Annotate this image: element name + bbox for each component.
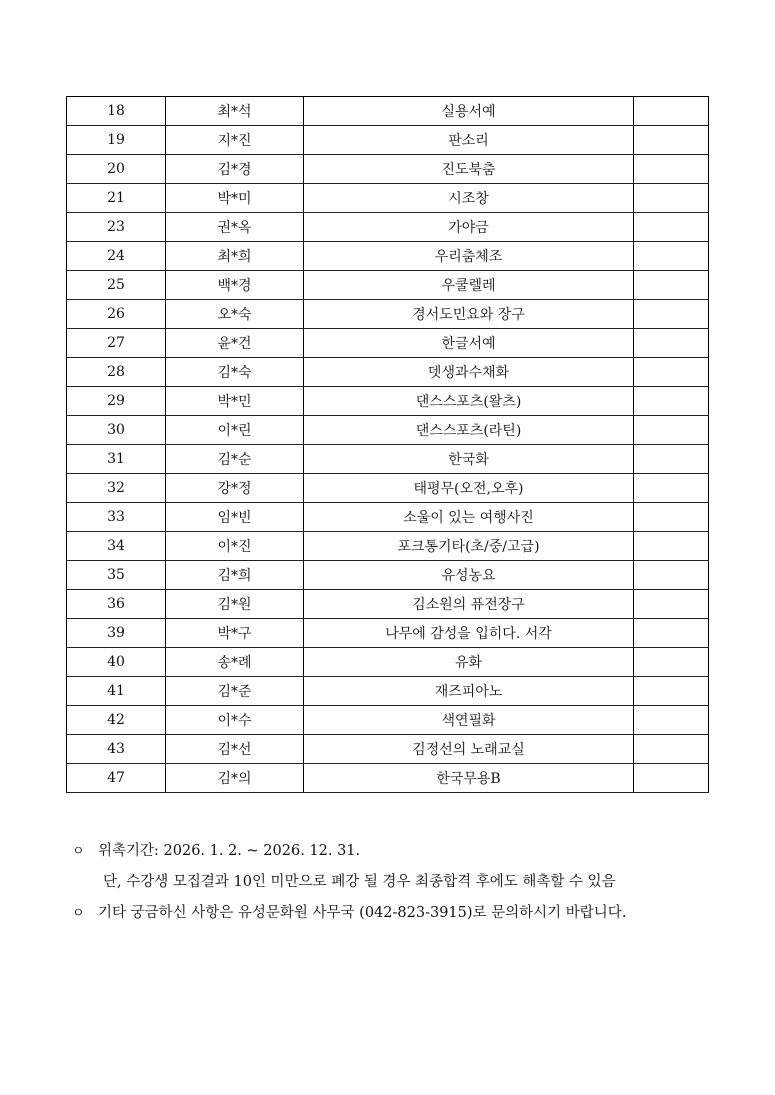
cell-course: 재즈피아노: [304, 677, 634, 706]
cell-note: [634, 213, 709, 242]
cell-name: 김*원: [166, 590, 304, 619]
table-row: [67, 387, 709, 416]
cell-name: 김*경: [166, 155, 304, 184]
table-row: [67, 271, 709, 300]
cell-note: [634, 271, 709, 300]
table-row: [67, 764, 709, 793]
cell-course: 김정선의 노래교실: [304, 735, 634, 764]
cell-course: 판소리: [304, 126, 634, 155]
cell-course: 유성농요: [304, 561, 634, 590]
cell-number: 24: [67, 242, 166, 271]
cell-note: [634, 155, 709, 184]
cell-course: 색연필화: [304, 706, 634, 735]
table-row: [67, 503, 709, 532]
table-row: [67, 97, 709, 126]
cell-number: 42: [67, 706, 166, 735]
table-row: [67, 242, 709, 271]
cell-course: 댄스스포츠(라틴): [304, 416, 634, 445]
cell-name: 박*미: [166, 184, 304, 213]
table-body: [67, 97, 709, 793]
note-cancellation: [72, 867, 722, 898]
cell-name: 이*린: [166, 416, 304, 445]
cell-name: 백*경: [166, 271, 304, 300]
cell-name: 김*의: [166, 764, 304, 793]
cell-note: [634, 358, 709, 387]
cell-note: [634, 416, 709, 445]
cell-name: 강*정: [166, 474, 304, 503]
cell-course: 한국화: [304, 445, 634, 474]
cell-note: [634, 184, 709, 213]
cell-course: 유화: [304, 648, 634, 677]
cell-course: 댄스스포츠(왈츠): [304, 387, 634, 416]
cell-name: 권*옥: [166, 213, 304, 242]
cell-course: 우쿨렐레: [304, 271, 634, 300]
cell-course: 나무에 감성을 입히다. 서각: [304, 619, 634, 648]
cell-note: [634, 590, 709, 619]
cell-number: 30: [67, 416, 166, 445]
table-row: [67, 619, 709, 648]
cell-course: 한국무용B: [304, 764, 634, 793]
cell-course: 실용서예: [304, 97, 634, 126]
table-row: [67, 561, 709, 590]
bullet-icon: ㅇ: [72, 844, 85, 859]
cell-note: [634, 532, 709, 561]
table-row: [67, 735, 709, 764]
table-row: [67, 358, 709, 387]
cell-note: [634, 619, 709, 648]
cell-number: 31: [67, 445, 166, 474]
table-row: [67, 648, 709, 677]
table-row: [67, 706, 709, 735]
notes-section: [72, 836, 722, 929]
cell-number: 27: [67, 329, 166, 358]
cell-number: 33: [67, 503, 166, 532]
cell-name: 김*준: [166, 677, 304, 706]
cell-name: 오*숙: [166, 300, 304, 329]
cell-name: 송*례: [166, 648, 304, 677]
cell-name: 이*수: [166, 706, 304, 735]
cell-number: 29: [67, 387, 166, 416]
cell-name: 임*빈: [166, 503, 304, 532]
note-contact: [72, 898, 722, 929]
cell-number: 25: [67, 271, 166, 300]
cell-name: 박*구: [166, 619, 304, 648]
appointee-table: [66, 96, 709, 793]
cell-number: 18: [67, 97, 166, 126]
cell-note: [634, 387, 709, 416]
table-row: [67, 329, 709, 358]
cell-note: [634, 677, 709, 706]
cell-number: 43: [67, 735, 166, 764]
cell-number: 47: [67, 764, 166, 793]
cell-number: 20: [67, 155, 166, 184]
cell-note: [634, 126, 709, 155]
cell-note: [634, 300, 709, 329]
table-row: [67, 474, 709, 503]
cell-note: [634, 764, 709, 793]
table-row: [67, 590, 709, 619]
cell-number: 26: [67, 300, 166, 329]
cell-note: [634, 706, 709, 735]
note-term-text: 위촉기간: 2026. 1. 2. ~ 2026. 12. 31.: [98, 843, 361, 859]
cell-course: 진도북춤: [304, 155, 634, 184]
cell-name: 이*진: [166, 532, 304, 561]
cell-name: 김*선: [166, 735, 304, 764]
cell-course: 뎃생과수채화: [304, 358, 634, 387]
cell-note: [634, 503, 709, 532]
table-row: [67, 213, 709, 242]
table-row: [67, 677, 709, 706]
cell-note: [634, 445, 709, 474]
cell-number: 39: [67, 619, 166, 648]
table-row: [67, 445, 709, 474]
cell-name: 김*숙: [166, 358, 304, 387]
cell-number: 35: [67, 561, 166, 590]
table-row: [67, 155, 709, 184]
cell-note: [634, 242, 709, 271]
cell-course: 김소원의 퓨전장구: [304, 590, 634, 619]
table-row: [67, 416, 709, 445]
cell-note: [634, 648, 709, 677]
cell-course: 시조창: [304, 184, 634, 213]
cell-note: [634, 329, 709, 358]
cell-number: 41: [67, 677, 166, 706]
cell-course: 우리춤체조: [304, 242, 634, 271]
cell-course: 경서도민요와 장구: [304, 300, 634, 329]
cell-note: [634, 97, 709, 126]
cell-number: 32: [67, 474, 166, 503]
table-row: [67, 126, 709, 155]
cell-course: 한글서예: [304, 329, 634, 358]
cell-name: 박*민: [166, 387, 304, 416]
cell-note: [634, 561, 709, 590]
cell-name: 지*진: [166, 126, 304, 155]
cell-course: 태평무(오전,오후): [304, 474, 634, 503]
cell-course: 포크통기타(초/중/고급): [304, 532, 634, 561]
cell-number: 21: [67, 184, 166, 213]
note-contact-text: 기타 궁금하신 사항은 유성문화원 사무국 (042-823-3915)로 문의하시기 바랍니다.: [98, 905, 627, 921]
cell-name: 김*희: [166, 561, 304, 590]
cell-course: 소울이 있는 여행사진: [304, 503, 634, 532]
cell-number: 19: [67, 126, 166, 155]
table-row: [67, 300, 709, 329]
cell-number: 40: [67, 648, 166, 677]
cell-name: 김*순: [166, 445, 304, 474]
note-cancellation-text: 단, 수강생 모집결과 10인 미만으로 폐강 될 경우 최종합격 후에도 해촉할 수 있음: [103, 874, 616, 890]
cell-name: 최*석: [166, 97, 304, 126]
cell-name: 윤*건: [166, 329, 304, 358]
bullet-icon: ㅇ: [72, 906, 85, 921]
cell-number: 34: [67, 532, 166, 561]
cell-note: [634, 474, 709, 503]
cell-number: 36: [67, 590, 166, 619]
note-term: [72, 836, 722, 867]
table-row: [67, 184, 709, 213]
cell-number: 28: [67, 358, 166, 387]
cell-name: 최*희: [166, 242, 304, 271]
cell-course: 가야금: [304, 213, 634, 242]
cell-note: [634, 735, 709, 764]
table-row: [67, 532, 709, 561]
cell-number: 23: [67, 213, 166, 242]
